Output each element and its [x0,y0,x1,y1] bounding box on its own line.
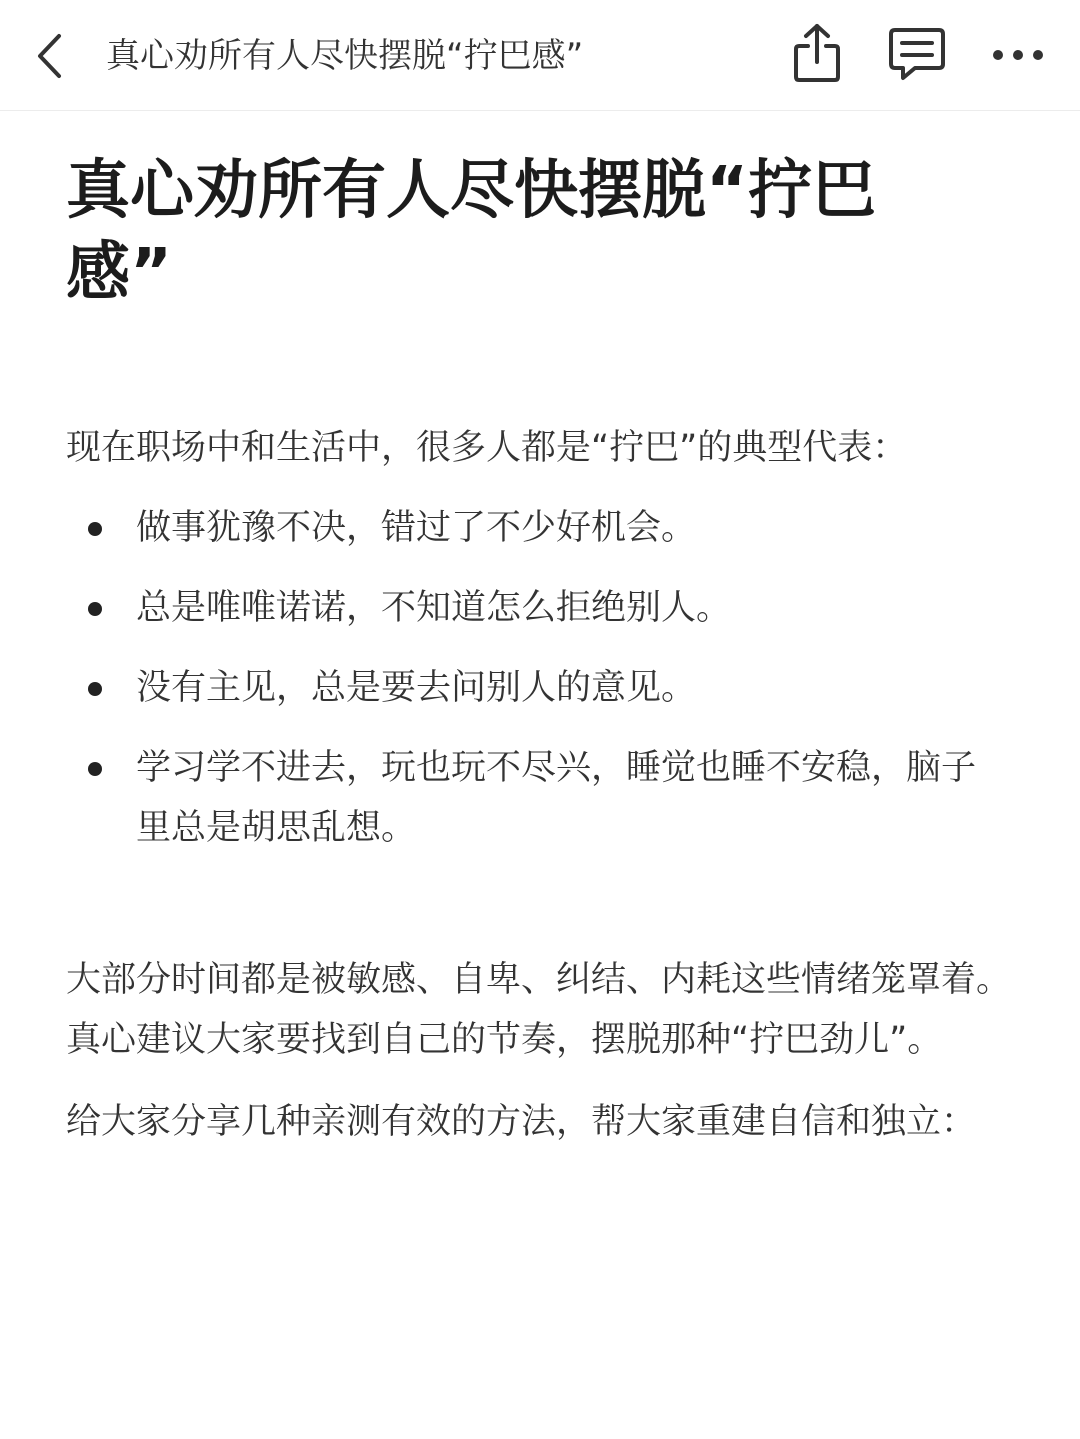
more-dots-icon [992,49,1044,61]
bullet-dot-icon [88,602,102,616]
comment-button[interactable] [882,22,952,86]
back-button[interactable] [26,28,74,84]
bullet-dot-icon [88,522,102,536]
intro-paragraph: 现在职场中和生活中，很多人都是“拧巴”的典型代表： [66,428,908,468]
more-button[interactable] [986,30,1050,80]
list-item [66,738,976,858]
bullet-dot-icon [88,682,102,696]
top-navigation-bar [0,0,1080,111]
article-body [66,150,1016,1152]
list-item-text: 总是唯唯诺诺，不知道怎么拒绝别人。 [136,588,732,628]
nav-title: 真心劝所有人尽快摆脱“拧巴感” [106,36,584,76]
chevron-left-icon [35,33,65,79]
bullet-dot-icon [88,762,102,776]
list-item-text: 做事犹豫不决，错过了不少好机会。 [136,508,697,548]
list-item [66,578,976,638]
bullet-list [66,498,1016,858]
list-item-text: 学习学不进去，玩也玩不尽兴，睡觉也睡不安稳，脑子里总是胡思乱想。 [136,748,977,848]
list-item [66,498,976,558]
list-item [66,658,976,718]
body-paragraph: 大部分时间都是被敏感、自卑、纠结、内耗这些情绪笼罩着。真心建议大家要找到自己的节奏，摆脱那种“拧巴劲儿”。 [66,960,1012,1060]
share-button[interactable] [785,18,849,88]
share-icon [791,22,843,84]
comment-icon [887,26,947,82]
list-item-text: 没有主见，总是要去问别人的意见。 [136,668,697,708]
article-headline: 真心劝所有人尽快摆脱“拧巴感” [66,154,877,310]
body-paragraph: 给大家分享几种亲测有效的方法，帮大家重建自信和独立： [66,1102,977,1142]
